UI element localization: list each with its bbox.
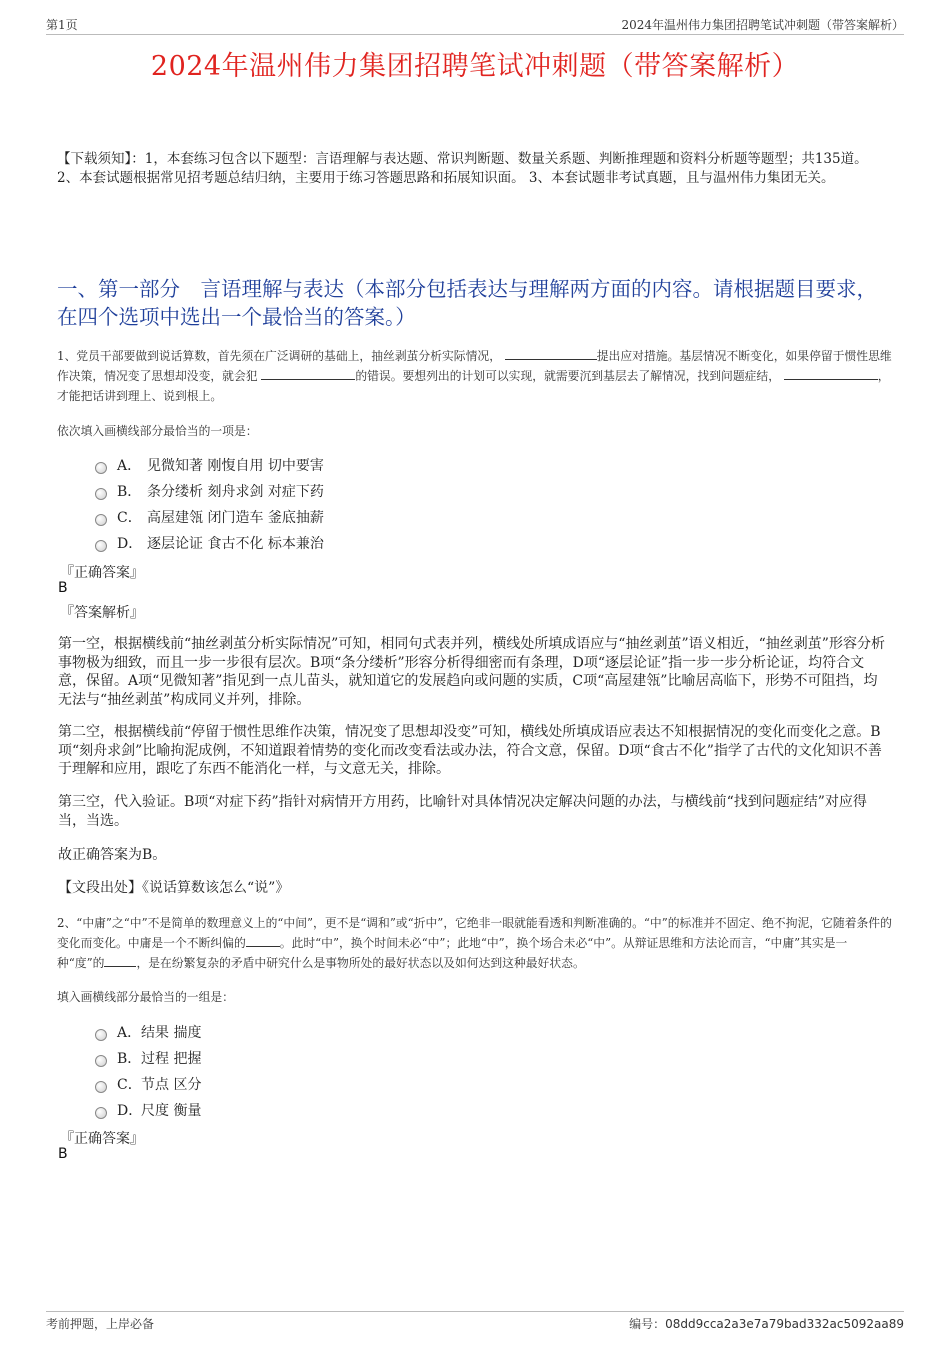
blank-2 [261, 366, 355, 380]
question-1-prompt: 依次填入画横线部分最恰当的一项是： [57, 424, 258, 438]
question-1-text: 1、党员干部要做到说话算数，首先须在广泛调研的基础上，抽丝剥茧分析实际情况， 提出应对措施。基层情况不断变化，如果停留于惯性思维作决策，情况变了思想却没变，就会犯 的错误。要想列出的计划可以实现，就需要沉到基层去了解情况，找到问题症结， ，才能把话讲到理上、说到根上。 [57, 346, 893, 406]
option-b[interactable]: B． 条分缕析 刻舟求剑 对症下药 [95, 478, 324, 504]
radio-icon[interactable] [95, 540, 107, 552]
analysis-conclusion: 故正确答案为B。 [58, 847, 167, 863]
option-d[interactable]: D． 尺度 衡量 [95, 1097, 201, 1123]
question-2-text: 2、“中庸”之“中”不是简单的数理意义上的“中间”，更不是“调和”或“折中”，它绝非一眼就能看透和判断准确的。“中”的标准并不固定、绝不拘泥，它随着条件的变化而变化。中庸是一个不断纠偏的 。此时“中”，换个时间未必“中”；此地“中”，换个场合未必“中”。从辩证思维和方法论而言，“中庸”其实是一种“度”的 ，是在纷繁复杂的矛盾中研究什么是事物所处的最好状态以及如何达到这种最好状态。 [57, 916, 892, 970]
source-citation: 【文段出处】《说话算数该怎么“说”》 [58, 880, 290, 896]
radio-icon[interactable] [95, 462, 107, 474]
blank-3 [784, 366, 878, 380]
radio-icon[interactable] [95, 488, 107, 500]
correct-answer-value: B [58, 580, 68, 596]
document-title: 2024年温州伟力集团招聘笔试冲刺题（带答案解析） [150, 51, 800, 82]
option-a[interactable]: A． 结果 揣度 [95, 1019, 201, 1045]
correct-answer-label: 『正确答案』 [60, 1131, 144, 1147]
option-c[interactable]: C． 高屋建瓴 闭门造车 釜底抽薪 [95, 504, 324, 530]
blank-1 [505, 346, 597, 360]
analysis-paragraph: 第三空，代入验证。B项“对症下药”指针对病情开方用药，比喻针对具体情况决定解决问题的办法，与横线前“找到问题症结”对应得当，当选。 [58, 794, 867, 829]
option-c[interactable]: C． 节点 区分 [95, 1071, 201, 1097]
page-number: 第1页 [46, 18, 78, 32]
correct-answer-label: 『正确答案』 [60, 565, 144, 581]
option-b[interactable]: B． 过程 把握 [95, 1045, 201, 1071]
analysis-label: 『答案解析』 [60, 605, 144, 621]
page-footer [46, 1311, 904, 1332]
radio-icon[interactable] [95, 1029, 107, 1041]
radio-icon[interactable] [95, 1107, 107, 1119]
analysis-paragraph: 第一空，根据横线前“抽丝剥茧分析实际情况”可知，相同句式表并列，横线处所填成语应与“抽丝剥茧”语义相近，“抽丝剥茧”形容分析事物极为细致，而且一步一步很有层次。B项“条分缕析”形容分析得细密而有条理，D项“逐层论证”指一步一步分析论证，均符合文意，保留。A项“见微知著”指见到一点儿苗头，就知道它的发展趋向或问题的实质，C项“高屋建瓴”比喻居高临下，形势不可阻挡，均无法与“抽丝剥茧”构成同义并列，排除。 [58, 636, 885, 708]
download-notice: 【下载须知】：1，本套练习包含以下题型：言语理解与表达题、常识判断题、数量关系题、判断推理题和资料分析题等题型；共135道。 2、本套试题根据常见招考题总结归纳，主要用于练习答题思路和拓展知识面。 3、本套试题非考试真题，且与温州伟力集团无关。 [57, 151, 868, 186]
correct-answer-value: B [58, 1146, 68, 1162]
blank-2 [104, 953, 136, 967]
question-2-prompt: 填入画横线部分最恰当的一组是： [57, 990, 234, 1004]
footer-slogan: 考前押题，上岸必备 [46, 1317, 155, 1331]
option-d[interactable]: D． 逐层论证 食古不化 标本兼治 [95, 530, 324, 556]
header-doc-title: 2024年温州伟力集团招聘笔试冲刺题（带答案解析） [621, 18, 904, 32]
blank-1 [246, 933, 280, 947]
document-serial-number: 编号：08dd9cca2a3e7a79bad332ac5092aa89 [629, 1317, 904, 1331]
page-header [46, 14, 904, 35]
section-heading: 一、第一部分 言语理解与表达（本部分包括表达与理解两方面的内容。请根据题目要求，在四个选项中选出一个最恰当的答案。） [57, 277, 877, 329]
radio-icon[interactable] [95, 1055, 107, 1067]
radio-icon[interactable] [95, 514, 107, 526]
question-2-options [95, 1019, 201, 1123]
option-a[interactable]: A． 见微知著 刚愎自用 切中要害 [95, 452, 324, 478]
question-1-options [95, 452, 324, 556]
analysis-paragraph: 第二空，根据横线前“停留于惯性思维作决策，情况变了思想却没变”可知，横线处所填成语应表达不知根据情况的变化而变化之意。B项“刻舟求剑”比喻拘泥成例，不知道跟着情势的变化而改变看法或办法，符合文意，保留。D项“食古不化”指学了古代的文化知识不善于理解和应用，跟吃了东西不能消化一样，与文意无关，排除。 [58, 724, 882, 777]
radio-icon[interactable] [95, 1081, 107, 1093]
